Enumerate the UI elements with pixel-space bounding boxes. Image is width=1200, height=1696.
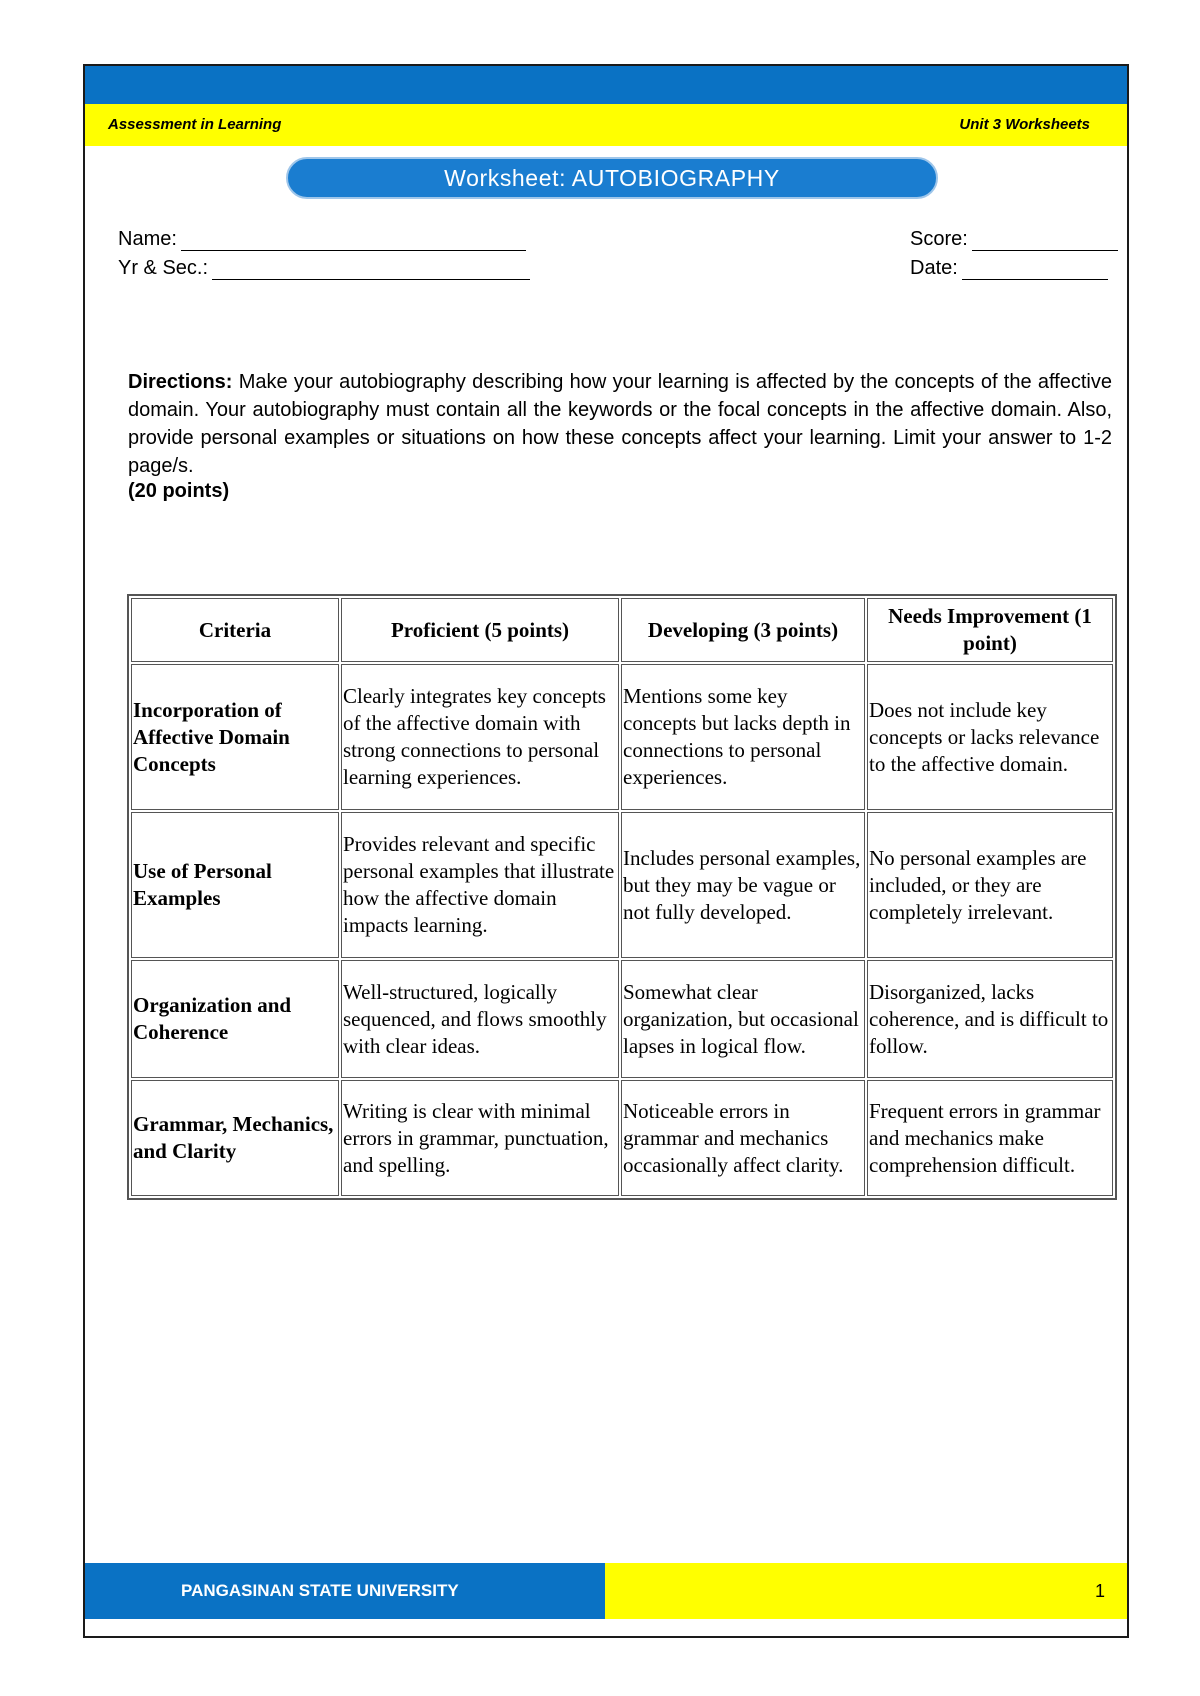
header-needs-improvement: Needs Improvement (1 point) bbox=[867, 598, 1113, 662]
yr-sec-line bbox=[212, 261, 530, 280]
date-line bbox=[962, 261, 1108, 280]
developing-cell: Includes personal examples, but they may be vague or not fully developed. bbox=[621, 812, 865, 958]
criteria-cell: Incorporation of Affective Domain Concepts bbox=[131, 664, 339, 810]
header-proficient: Proficient (5 points) bbox=[341, 598, 619, 662]
needs-improvement-cell: Disorganized, lacks coherence, and is difficult to follow. bbox=[867, 960, 1113, 1078]
needs-improvement-cell: Frequent errors in grammar and mechanics make comprehension difficult. bbox=[867, 1080, 1113, 1196]
date-label: Date: bbox=[910, 257, 958, 279]
directions-paragraph bbox=[128, 368, 1112, 480]
criteria-cell: Grammar, Mechanics, and Clarity bbox=[131, 1080, 339, 1196]
proficient-cell: Writing is clear with minimal errors in grammar, punctuation, and spelling. bbox=[341, 1080, 619, 1196]
worksheet-title-banner bbox=[286, 157, 938, 199]
table-row bbox=[131, 1080, 1113, 1196]
rubric-table bbox=[127, 594, 1117, 1200]
header-blue-band bbox=[85, 66, 1127, 104]
rubric-header-row bbox=[131, 598, 1113, 662]
table-row bbox=[131, 664, 1113, 810]
criteria-cell: Use of Personal Examples bbox=[131, 812, 339, 958]
directions-text: Make your autobiography describing how your learning is affected by the concepts of the affective domain. Your autobiography must contain all the keywords or the focal concepts in the affective domain. Also, provide personal examples or situations on how these concepts affect your learning. Limit your answer to 1-2 page/s. bbox=[128, 371, 1112, 477]
criteria-cell: Organization and Coherence bbox=[131, 960, 339, 1078]
total-points: (20 points) bbox=[128, 480, 230, 502]
score-label: Score: bbox=[910, 228, 968, 250]
university-name: PANGASINAN STATE UNIVERSITY bbox=[181, 1581, 459, 1600]
date-field[interactable] bbox=[910, 257, 1108, 280]
table-row bbox=[131, 812, 1113, 958]
name-line bbox=[181, 232, 526, 251]
proficient-cell: Provides relevant and specific personal examples that illustrate how the affective domain impacts learning. bbox=[341, 812, 619, 958]
developing-cell: Somewhat clear organization, but occasional lapses in logical flow. bbox=[621, 960, 865, 1078]
proficient-cell: Clearly integrates key concepts of the affective domain with strong connections to personal learning experiences. bbox=[341, 664, 619, 810]
table-row bbox=[131, 960, 1113, 1078]
needs-improvement-cell: No personal examples are included, or they are completely irrelevant. bbox=[867, 812, 1113, 958]
yr-sec-field[interactable] bbox=[118, 257, 530, 280]
header-criteria: Criteria bbox=[131, 598, 339, 662]
yr-sec-label: Yr & Sec.: bbox=[118, 257, 209, 279]
course-title: Assessment in Learning bbox=[108, 116, 282, 133]
score-line bbox=[972, 232, 1118, 251]
name-field[interactable] bbox=[118, 228, 526, 251]
developing-cell: Mentions some key concepts but lacks depth in connections to personal experiences. bbox=[621, 664, 865, 810]
header-developing: Developing (3 points) bbox=[621, 598, 865, 662]
needs-improvement-cell: Does not include key concepts or lacks relevance to the affective domain. bbox=[867, 664, 1113, 810]
footer-university-band bbox=[85, 1563, 605, 1619]
page-number: 1 bbox=[1094, 1580, 1105, 1601]
footer-page-band bbox=[605, 1563, 1127, 1619]
proficient-cell: Well-structured, logically sequenced, and flows smoothly with clear ideas. bbox=[341, 960, 619, 1078]
score-field[interactable] bbox=[910, 228, 1118, 251]
worksheet-title: Worksheet: AUTOBIOGRAPHY bbox=[444, 164, 780, 191]
developing-cell: Noticeable errors in grammar and mechanics occasionally affect clarity. bbox=[621, 1080, 865, 1196]
name-label: Name: bbox=[118, 228, 177, 250]
unit-label: Unit 3 Worksheets bbox=[959, 116, 1090, 133]
directions-label: Directions: bbox=[128, 371, 233, 393]
